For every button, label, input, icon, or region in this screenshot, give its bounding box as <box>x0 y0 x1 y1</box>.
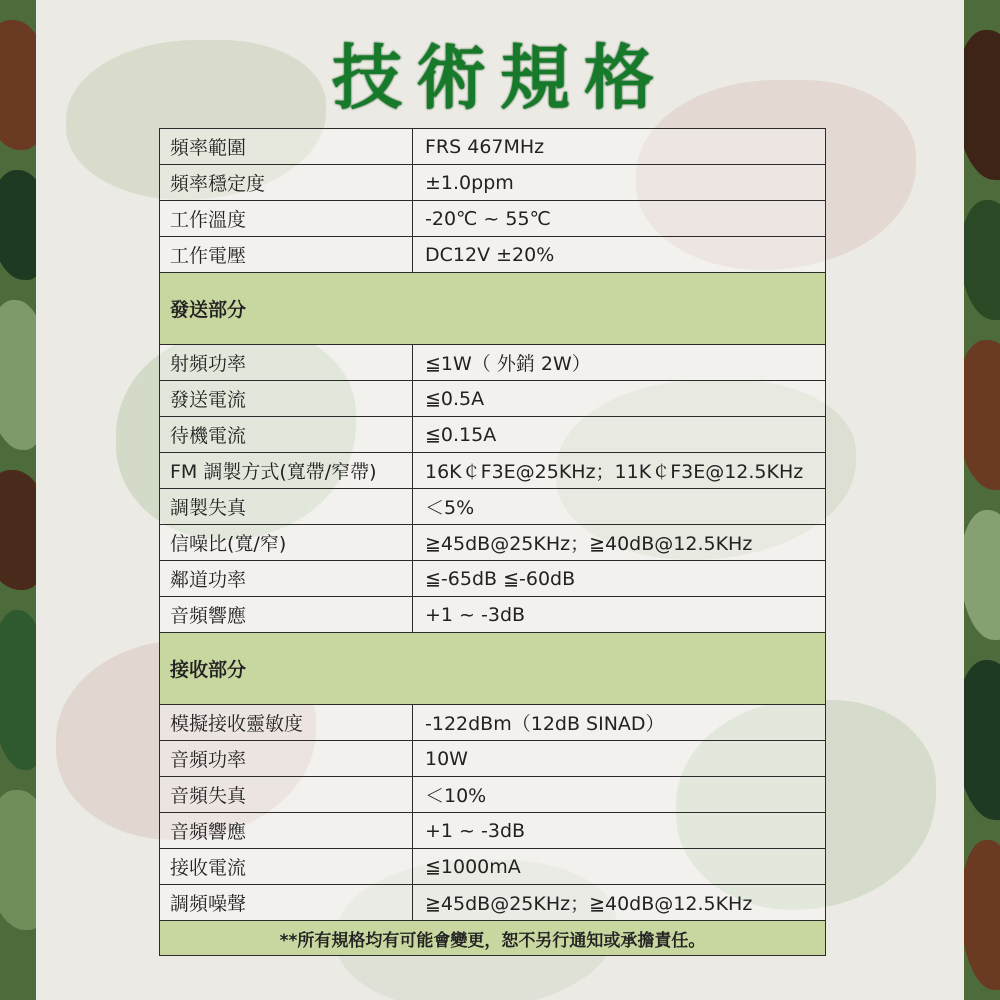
page-title: 技術規格 <box>332 37 668 119</box>
spec-label: 射頻功率 <box>160 345 413 381</box>
spec-label: 音頻功率 <box>160 741 413 777</box>
spec-table <box>159 128 826 956</box>
section-heading: 接收部分 <box>160 633 826 705</box>
spec-row <box>160 885 826 921</box>
spec-value: ＜5% <box>413 489 826 525</box>
spec-value: FRS 467MHz <box>413 129 826 165</box>
spec-label: 音頻響應 <box>160 813 413 849</box>
spec-row <box>160 813 826 849</box>
spec-value: ≦1W（ 外銷 2W） <box>413 345 826 381</box>
spec-value: -20℃ ~ 55℃ <box>413 201 826 237</box>
spec-label: 工作電壓 <box>160 237 413 273</box>
spec-row <box>160 777 826 813</box>
spec-row <box>160 129 826 165</box>
footnote: **所有規格均有可能會變更，恕不另行通知或承擔責任。 <box>160 921 826 956</box>
spec-row <box>160 453 826 489</box>
section-heading: 發送部分 <box>160 273 826 345</box>
spec-label: 模擬接收靈敏度 <box>160 705 413 741</box>
section-row <box>160 633 826 705</box>
spec-row <box>160 417 826 453</box>
spec-row <box>160 237 826 273</box>
spec-label: 音頻失真 <box>160 777 413 813</box>
spec-value: ＜10% <box>413 777 826 813</box>
spec-label: 發送電流 <box>160 381 413 417</box>
spec-label: 待機電流 <box>160 417 413 453</box>
spec-row <box>160 525 826 561</box>
spec-value: ≦-65dB ≦-60dB <box>413 561 826 597</box>
spec-label: 調頻噪聲 <box>160 885 413 921</box>
spec-row <box>160 345 826 381</box>
spec-label: 音頻響應 <box>160 597 413 633</box>
spec-value: ≧45dB@25KHz；≧40dB@12.5KHz <box>413 525 826 561</box>
spec-row <box>160 705 826 741</box>
spec-label: 頻率穩定度 <box>160 165 413 201</box>
spec-label: 信噪比(寬/窄) <box>160 525 413 561</box>
spec-row <box>160 165 826 201</box>
spec-label: 調製失真 <box>160 489 413 525</box>
spec-value: ≦0.5A <box>413 381 826 417</box>
spec-row <box>160 849 826 885</box>
spec-value: ±1.0ppm <box>413 165 826 201</box>
spec-value: -122dBm（12dB SINAD） <box>413 705 826 741</box>
spec-row <box>160 201 826 237</box>
spec-label: 工作溫度 <box>160 201 413 237</box>
spec-row <box>160 561 826 597</box>
section-row <box>160 273 826 345</box>
spec-row <box>160 381 826 417</box>
spec-value: +1 ~ -3dB <box>413 597 826 633</box>
spec-value: ≦0.15A <box>413 417 826 453</box>
spec-label: 接收電流 <box>160 849 413 885</box>
spec-value: ≧45dB@25KHz；≧40dB@12.5KHz <box>413 885 826 921</box>
spec-label: 頻率範圍 <box>160 129 413 165</box>
spec-row <box>160 741 826 777</box>
spec-label: FM 調製方式(寬帶/窄帶) <box>160 453 413 489</box>
spec-value: ≦1000mA <box>413 849 826 885</box>
spec-value: 10W <box>413 741 826 777</box>
footnote-row <box>160 921 826 956</box>
spec-label: 鄰道功率 <box>160 561 413 597</box>
spec-value: +1 ~ -3dB <box>413 813 826 849</box>
spec-row <box>160 597 826 633</box>
spec-row <box>160 489 826 525</box>
spec-value: DC12V ±20% <box>413 237 826 273</box>
spec-value: 16K￠F3E@25KHz；11K￠F3E@12.5KHz <box>413 453 826 489</box>
